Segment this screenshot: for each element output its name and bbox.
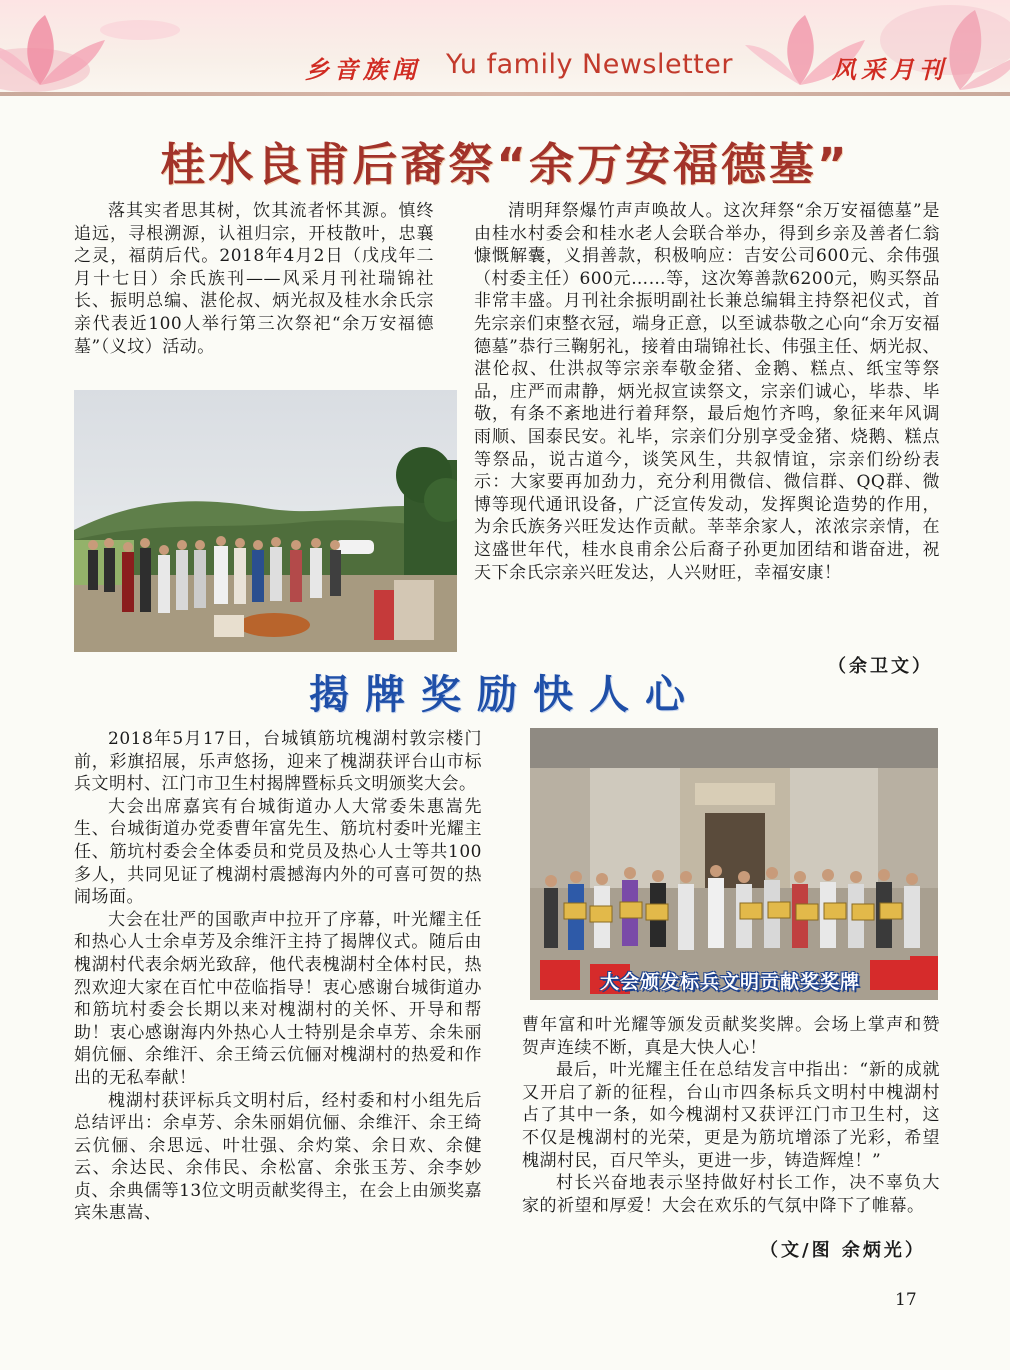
page-header <box>0 0 1010 96</box>
page-number: 17 <box>895 1290 917 1310</box>
newsletter-title: Yu family Newsletter <box>446 49 733 80</box>
paragraph: 曹年富和叶光耀等颁发贡献奖奖牌。会场上掌声和赞贺声连续不断，真是大快人心！ <box>522 1015 940 1058</box>
article1-column-right <box>474 200 940 584</box>
ceremony-photo <box>74 390 457 652</box>
paragraph: 大会在壮严的国歌声中拉开了序幕，叶光耀主任和热心人士余卓芳及余维汗主持了揭牌仪式。随后由槐湖村代表余炳光致辞，他代表槐湖村全体村民，热烈欢迎大家在百忙中莅临指导！衷心感谢台城街道办和筋坑村委会长期以来对槐湖村的关怀、开导和帮助！衷心感谢海内外热心人士特别是余卓芳、余朱丽娟伉俪、余维汗、余王绮云伉俪对槐湖村的热爱和作出的无私奉献！ <box>74 909 482 1088</box>
article2-column-right <box>522 1014 940 1217</box>
article1-title: 桂水良甫后裔祭“余万安福德墓” <box>160 138 850 191</box>
header-divider <box>0 92 1010 96</box>
photo-caption: 大会颁发标兵文明贡献奖奖牌 <box>600 971 861 993</box>
paragraph: 清明拜祭爆竹声声唤故人。这次拜祭“余万安福德墓”是由桂水村委会和桂水老人会联合举办，得到乡亲及善者仁翁慷慨解囊，义捐善款，积极响应：吉安公司600元、余伟强（村委主任）600元……等，这次筹善款6200元，购买祭品非常丰盛。月刊社余振明副社长兼总编辑主持祭祀仪式，首先宗亲们束整衣冠，端身正意，以至诚恭敬之心向“余万安福德墓”恭行三鞠躬礼，接着由瑞锦社长、伟强主任、炳光叔、湛伦叔、仕洪叔等宗亲奉敬金猪、金鹅、糕点、纸宝等祭品，庄严而肃静，炳光叔宣读祭文，宗亲们诚心，毕恭、毕敬，有条不紊地进行着拜祭，最后炮竹齐鸣，象征来年风调雨顺、国泰民安。礼毕，宗亲们分别享受金猪、烧鹅、糕点等祭品，说古道今，谈笑风生，共叙情谊，宗亲们纷纷表示：大家要再加劲力，充分利用微信、微信群、QQ群、微博等现代通讯设备，广泛宣传发动，发挥舆论造势的作用，为余氏族务兴旺发达作贡献。莘莘余家人，浓浓宗亲情，在这盛世年代，桂水良甫余公后裔子孙更加团结和谐奋进，祝天下余氏宗亲兴旺发达，人兴财旺，幸福安康！ <box>474 201 940 583</box>
lotus-left-decoration <box>0 0 190 96</box>
article1-signature: （余卫文） <box>828 656 933 677</box>
paragraph: 村长兴奋地表示坚持做好村长工作，决不辜负大家的祈望和厚爱！大会在欢乐的气氛中降下了帷幕。 <box>522 1173 940 1216</box>
paragraph: 最后，叶光耀主任在总结发言中指出：“新的成就又开启了新的征程，台山市四条标兵文明村中槐湖村占了其中一条，如今槐湖村又获评江门市卫生村，这不仅是槐湖村的光荣，更是为筋坑增添了光彩，希望槐湖村民，百尺竿头，更进一步，铸造辉煌！” <box>522 1060 940 1171</box>
article1-column-left <box>74 200 434 358</box>
article2-title: 揭牌奖励快人心 <box>309 672 701 718</box>
section-label-left: 乡音族闻 <box>305 55 421 84</box>
paragraph: 槐湖村获评标兵文明村后，经村委和村小组先后总结评出：余卓芳、余朱丽娟伉俪、余维汗、余王绮云伉俪、余思远、叶壮强、余灼棠、余日欢、余健云、余达民、余伟民、余松富、余张玉芳、余李妙贞、余典儒等13位文明贡献奖得主，在会上由颁奖嘉宾朱惠嵩、 <box>74 1090 482 1224</box>
award-ceremony-photo <box>530 728 938 1000</box>
paragraph: 2018年5月17日，台城镇筋坑槐湖村敦宗楼门前，彩旗招展，乐声悠扬，迎来了槐湖获评台山市标兵文明村、江门市卫生村揭牌暨标兵文明颁奖大会。 <box>74 729 482 795</box>
article2-column-left <box>74 728 482 1225</box>
paragraph: 落其实者思其树，饮其流者怀其源。慎终追远，寻根溯源，认祖归宗，开枝散叶，忠襄之灵，福荫后代。2018年4月2日（戊戌年二月十七日）余氏族刊——风采月刊社瑞锦社长、振明总编、湛伦叔、炳光叔及桂水余氏宗亲代表近100人举行第三次祭祀“余万安福德墓”（义坟）活动。 <box>74 201 434 357</box>
paragraph: 大会出席嘉宾有台城街道办人大常委朱惠嵩先生、台城街道办党委曹年富先生、筋坑村委叶光耀主任、筋坑村委会全体委员和党员及热心人士等共100多人，共同见证了槐湖村震撼海内外的可喜可贺的热闹场面。 <box>74 796 482 908</box>
article2-signature: （文/图 余炳光） <box>760 1240 926 1261</box>
section-label-right: 风采月刊 <box>832 55 948 84</box>
